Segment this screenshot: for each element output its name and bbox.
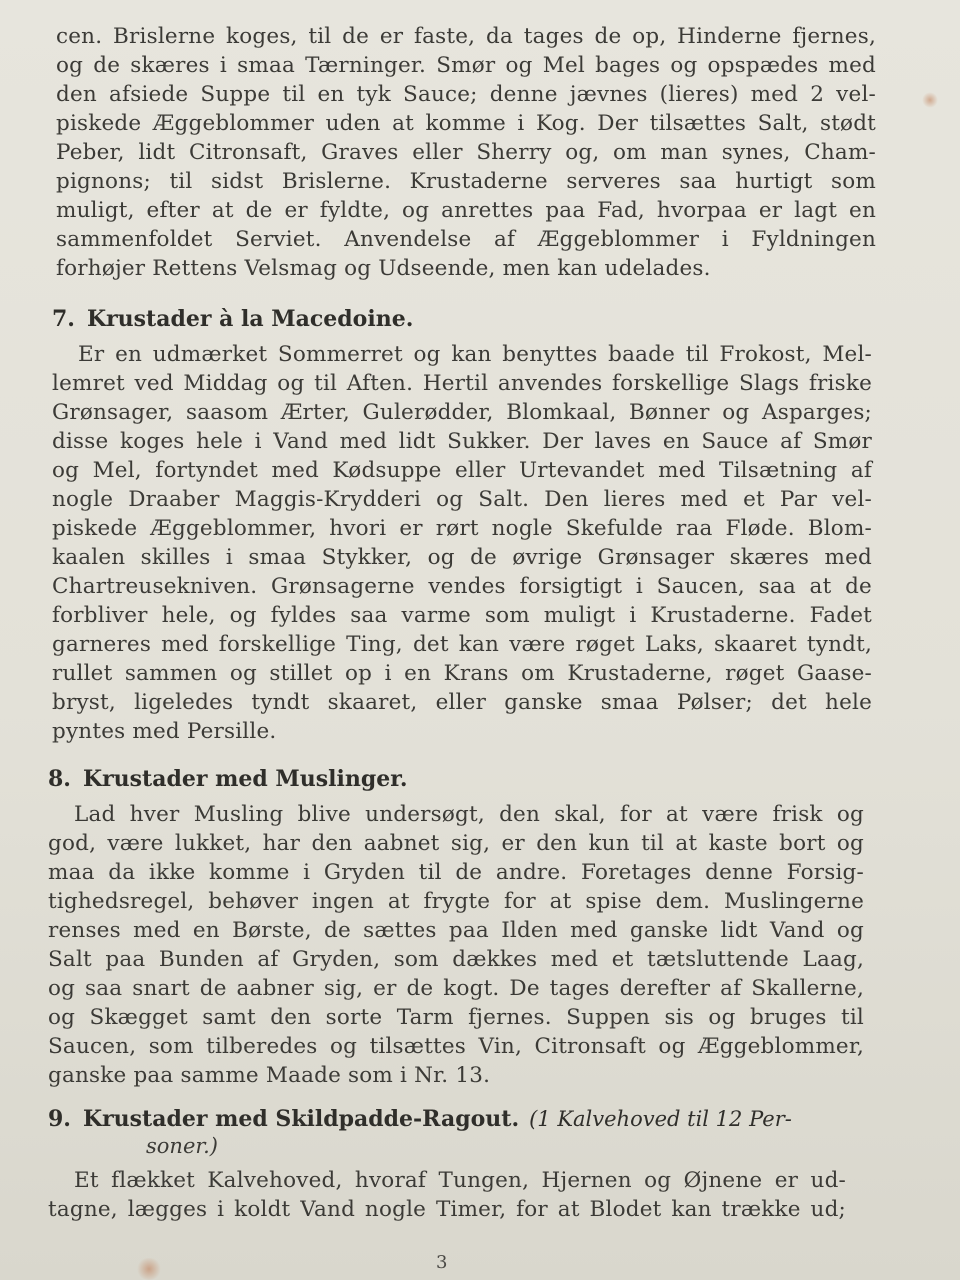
text-line: Salt paa Bunden af Gryden, som dækkes med et tætsluttende Laag,: [48, 947, 864, 972]
intro-paragraph: [56, 22, 876, 283]
text-line: nogle Draaber Maggis-Krydderi og Salt. Den lieres med et Par vel-: [52, 487, 872, 512]
text-line: forbliver hele, og fyldes saa varme som muligt i Krustaderne. Fadet: [52, 603, 872, 628]
text-line: kaalen skilles i smaa Stykker, og de øvrige Grønsager skæres med: [52, 545, 872, 570]
text-line: muligt, efter at de er fyldte, og anrettes paa Fad, hvorpaa er lagt en: [56, 198, 876, 223]
text-line: Peber, lidt Citronsaft, Graves eller Sherry og, om man synes, Cham-: [56, 140, 876, 165]
text-line: god, være lukket, har den aabnet sig, er den kun til at kaste bort og: [48, 831, 864, 856]
section-title: Krustader à la Macedoine.: [86, 306, 414, 332]
text-line: forhøjer Rettens Velsmag og Udseende, men kan udelades.: [56, 256, 711, 281]
text-line: lemret ved Middag og til Aften. Hertil anvendes forskellige Slags friske: [52, 371, 872, 396]
page-number: 3: [436, 1252, 448, 1273]
text-line: piskede Æggeblommer, hvori er rørt nogle Skefulde raa Fløde. Blom-: [52, 516, 872, 541]
section-number: 8.: [48, 766, 71, 792]
section-text: [48, 1166, 846, 1224]
text-line: garneres med forskellige Ting, det kan være røget Laks, skaaret tyndt,: [52, 632, 872, 657]
text-line: ganske paa samme Maade som i Nr. 13.: [48, 1063, 491, 1088]
section-text: [48, 800, 864, 1090]
text-line: den afsiede Suppe til en tyk Sauce; denne jævnes (lieres) med 2 vel-: [56, 82, 876, 107]
intro-text: [56, 22, 876, 283]
text-line: cen. Brislerne koges, til de er faste, da tages de op, Hinderne fjernes,: [56, 24, 876, 49]
stain-mark: [136, 1258, 162, 1280]
text-line: piskede Æggeblommer uden at komme i Kog. Der tilsættes Salt, stødt: [56, 111, 876, 136]
text-line: maa da ikke komme i Gryden til de andre. Foretages denne Forsig-: [48, 860, 864, 885]
text-line: Saucen, som tilberedes og tilsættes Vin, Citronsaft og Æggeblommer,: [48, 1034, 864, 1059]
section-heading: [52, 306, 413, 332]
text-line: Er en udmærket Sommerret og kan benyttes baade til Frokost, Mel-: [78, 342, 872, 367]
section-heading: [48, 766, 407, 792]
text-line: og de skæres i smaa Tærninger. Smør og Mel bages og opspædes med: [56, 53, 876, 78]
text-line: tighedsregel, behøver ingen at frygte for at spise dem. Muslingerne: [48, 889, 864, 914]
section-body: [52, 340, 872, 746]
section-title: Krustader med Muslinger.: [82, 766, 408, 792]
section-number: 9.: [48, 1106, 71, 1132]
text-line: renses med en Børste, de sættes paa Ilden med ganske lidt Vand og: [48, 918, 864, 943]
text-line: Lad hver Musling blive undersøgt, den skal, for at være frisk og: [74, 802, 864, 827]
section-title: Krustader med Skildpadde-Ragout.: [82, 1106, 520, 1132]
stain-mark: [922, 92, 938, 108]
section-note-continuation: soner.): [146, 1134, 218, 1158]
text-line: Chartreusekniven. Grønsagerne vendes forsigtigt i Saucen, saa at de: [52, 574, 872, 599]
text-line: og saa snart de aabner sig, er de kogt. De tages derefter af Skallerne,: [48, 976, 864, 1001]
text-line: pyntes med Persille.: [52, 719, 277, 744]
text-line: Et flækket Kalvehoved, hvoraf Tungen, Hjernen og Øjnene er ud-: [74, 1168, 846, 1193]
section-note: (1 Kalvehoved til 12 Per-: [529, 1107, 792, 1131]
text-line: bryst, ligeledes tyndt skaaret, eller ganske smaa Pølser; det hele: [52, 690, 872, 715]
text-line: Grønsager, saasom Ærter, Gulerødder, Blomkaal, Bønner og Asparges;: [52, 400, 872, 425]
section-heading: [48, 1106, 792, 1132]
text-line: disse koges hele i Vand med lidt Sukker. Der laves en Sauce af Smør: [52, 429, 872, 454]
section-text: [52, 340, 872, 746]
text-line: pignons; til sidst Brislerne. Krustaderne serveres saa hurtigt som: [56, 169, 876, 194]
text-line: sammenfoldet Serviet. Anvendelse af Æggeblommer i Fyldningen: [56, 227, 876, 252]
section-body: [48, 800, 864, 1090]
text-line: og Mel, fortyndet med Kødsuppe eller Urtevandet med Tilsætning af: [52, 458, 872, 483]
text-line: og Skægget samt den sorte Tarm fjernes. Suppen sis og bruges til: [48, 1005, 864, 1030]
text-line: rullet sammen og stillet op i en Krans om Krustaderne, røget Gaase-: [52, 661, 872, 686]
text-line: tagne, lægges i koldt Vand nogle Timer, for at Blodet kan trække ud;: [48, 1197, 846, 1222]
section-body: [48, 1166, 846, 1224]
section-number: 7.: [52, 306, 75, 332]
